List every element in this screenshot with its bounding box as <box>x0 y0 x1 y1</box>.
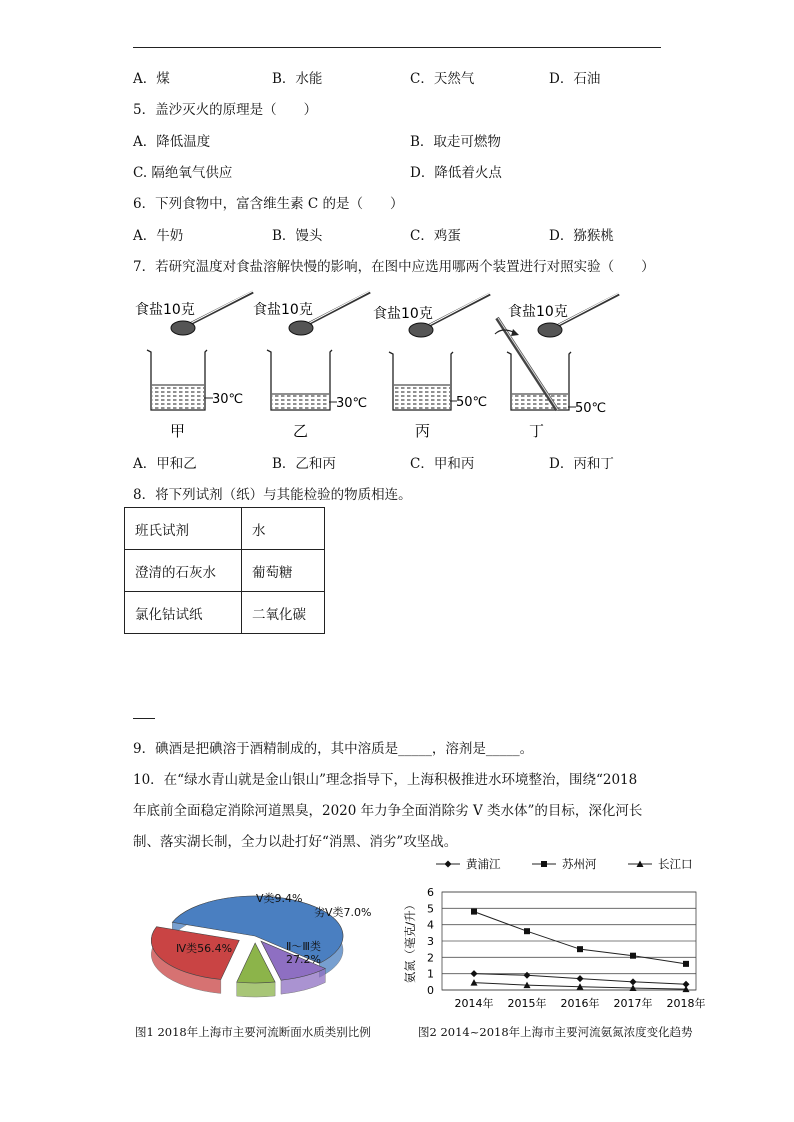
data-point <box>524 972 531 979</box>
q10-line-3: 制、落实湖长制，全力以赴打好“消黑、消劣”攻坚战。 <box>133 834 458 850</box>
q7-option-c[interactable]: C．甲和丙 <box>410 456 475 472</box>
data-point <box>471 909 477 915</box>
q6-option-b[interactable]: B．馒头 <box>272 228 323 244</box>
q7-option-d[interactable]: D．丙和丁 <box>549 456 614 472</box>
setup-name: 丙 <box>415 422 431 440</box>
q8-stem: 8．将下列试剂（纸）与其能检验的物质相连。 <box>133 487 412 503</box>
y-tick-label: 5 <box>427 902 434 916</box>
setup-name: 乙 <box>293 422 309 440</box>
q7-option-b[interactable]: B．乙和丙 <box>272 456 336 472</box>
legend-label: 苏州河 <box>562 857 597 871</box>
salt-label: 食盐10克 <box>135 302 195 318</box>
q6-option-c[interactable]: C．鸡蛋 <box>410 228 461 244</box>
x-tick-label: 2016年 <box>560 997 600 1010</box>
data-point <box>471 970 478 977</box>
series-line <box>474 912 686 964</box>
spoon-icon <box>289 321 313 335</box>
temp-label: 50℃ <box>456 395 488 410</box>
data-point <box>577 975 584 982</box>
data-point <box>577 946 583 952</box>
q5-option-b[interactable]: B．取走可燃物 <box>410 134 501 150</box>
section-rule <box>133 718 155 719</box>
table-row <box>125 592 325 634</box>
reagent-cell[interactable]: 班氏试剂 <box>125 508 242 550</box>
pie-data-label: Ⅴ类9.4% <box>256 892 303 905</box>
setup-name: 甲 <box>170 422 186 440</box>
pie-slice-side <box>237 982 275 997</box>
q4-option-a[interactable]: A．煤 <box>133 71 170 87</box>
x-tick-label: 2017年 <box>613 997 653 1010</box>
y-tick-label: 3 <box>427 935 434 948</box>
fig2-caption: 图2 2014~2018年上海市主要河流氨氮浓度变化趋势 <box>418 1025 693 1039</box>
pie-data-label: Ⅳ类56.4% <box>176 942 233 955</box>
spoon-icon <box>538 323 562 337</box>
data-point <box>630 953 636 959</box>
top-rule <box>133 47 661 48</box>
temp-label: 30℃ <box>212 392 244 407</box>
q5-option-a[interactable]: A．降低温度 <box>133 134 211 150</box>
x-tick-label: 2018年 <box>666 997 706 1010</box>
line-chart <box>400 852 706 1017</box>
setup-jia <box>135 291 253 440</box>
reagent-cell[interactable]: 澄清的石灰水 <box>125 550 242 592</box>
y-tick-label: 0 <box>427 984 434 997</box>
q6-option-d[interactable]: D．猕猴桃 <box>549 228 614 244</box>
spoon-icon <box>171 321 195 335</box>
q5-stem: 5．盖沙灭火的原理是（ ） <box>133 102 318 118</box>
pie-data-label: Ⅱ～Ⅲ类 27.2% <box>286 940 321 966</box>
q7-option-a[interactable]: A．甲和乙 <box>133 456 197 472</box>
y-tick-label: 4 <box>427 918 434 932</box>
q4-option-b[interactable]: B．水能 <box>272 71 323 87</box>
q6-stem: 6．下列食物中，富含维生素 C 的是（ ） <box>133 196 404 212</box>
substance-cell[interactable]: 二氧化碳 <box>242 592 325 634</box>
q7-stem: 7．若研究温度对食盐溶解快慢的影响，在图中应选用哪两个装置进行对照实验（ ） <box>133 259 655 275</box>
substance-cell[interactable]: 水 <box>242 508 325 550</box>
y-axis-label: 氨氮（毫克/升） <box>403 898 417 984</box>
legend-marker <box>541 861 547 867</box>
salt-label: 食盐10克 <box>508 304 568 320</box>
data-point <box>630 978 637 985</box>
y-tick-label: 6 <box>427 886 434 899</box>
pie-chart <box>150 878 390 1008</box>
q6-option-a[interactable]: A．牛奶 <box>133 228 184 244</box>
pie-data-label: 劣Ⅴ类7.0% <box>314 906 372 919</box>
setup-name: 丁 <box>529 422 545 440</box>
x-tick-label: 2014年 <box>454 997 494 1010</box>
salt-label: 食盐10克 <box>253 302 313 318</box>
salt-label: 食盐10克 <box>373 306 433 322</box>
setup-bing <box>373 293 490 440</box>
legend-marker <box>445 861 452 868</box>
q5-option-c[interactable]: C. 隔绝氧气供应 <box>133 165 233 181</box>
legend-label: 黄浦江 <box>466 857 501 871</box>
temp-label: 30℃ <box>336 396 368 411</box>
setup-yi <box>253 291 370 440</box>
data-point <box>524 928 530 934</box>
table-row <box>125 508 325 550</box>
fig1-caption: 图1 2018年上海市主要河流断面水质类别比例 <box>135 1025 371 1039</box>
table-row <box>125 550 325 592</box>
q10-line-1: 10．在“绿水青山就是金山银山”理念指导下，上海积极推进水环境整治，围绕“2018 <box>133 772 638 788</box>
spoon-icon <box>409 323 433 337</box>
x-tick-label: 2015年 <box>507 997 547 1010</box>
q7-experiment-figure <box>125 282 645 442</box>
q4-option-d[interactable]: D．石油 <box>549 71 601 87</box>
temp-label: 50℃ <box>575 401 607 416</box>
substance-cell[interactable]: 葡萄糖 <box>242 550 325 592</box>
setup-ding <box>495 293 619 440</box>
reagent-cell[interactable]: 氯化钴试纸 <box>125 592 242 634</box>
q5-option-d[interactable]: D．降低着火点 <box>410 165 502 181</box>
q10-line-2: 年底前全面稳定消除河道黑臭，2020 年力争全面消除劣 V 类水体”的目标，深化河长 <box>133 803 643 819</box>
y-tick-label: 1 <box>427 967 434 981</box>
y-tick-label: 2 <box>427 951 434 965</box>
data-point <box>683 961 689 967</box>
legend-label: 长江口 <box>658 857 693 871</box>
q8-match-table <box>124 507 325 634</box>
q9-text: 9．碘酒是把碘溶于酒精制成的，其中溶质是_____，溶剂是_____。 <box>133 741 534 757</box>
q4-option-c[interactable]: C．天然气 <box>410 71 475 87</box>
